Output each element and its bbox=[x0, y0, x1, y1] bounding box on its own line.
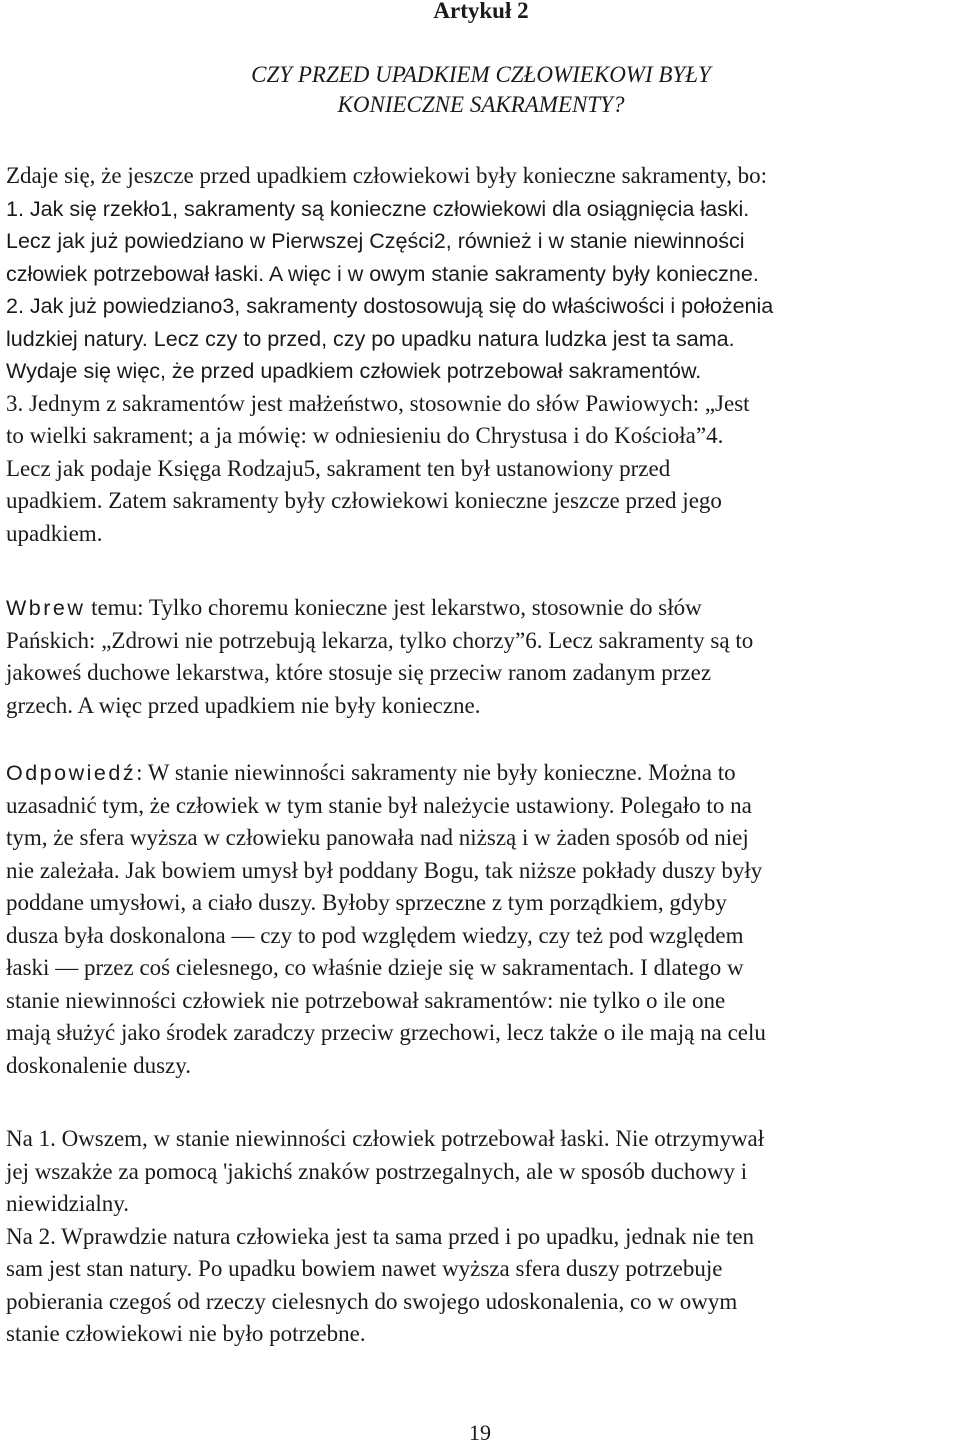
text-line: mają służyć jako środek zaradczy przeciw grzechowi, lecz także o ile mają na celu bbox=[6, 1020, 766, 1045]
text-line: Zdaje się, że jeszcze przed upadkiem człowiekowi były konieczne sakramenty, bo: bbox=[6, 163, 768, 188]
text-line: grzech. A więc przed upadkiem nie były konieczne. bbox=[6, 692, 481, 718]
text-line: pobierania czegoś od rzeczy cielesnych do swojego udoskonalenia, co w owym bbox=[6, 1288, 738, 1314]
text-line: 2. Jak już powiedziano3, sakramenty dostosowują się do właściwości i położenia bbox=[6, 294, 774, 318]
text-line: upadkiem. Zatem sakramenty były człowiekowi konieczne jeszcze przed jego bbox=[6, 488, 722, 513]
text-line: Lecz jak już powiedziano w Pierwszej Części2, również i w stanie niewinności bbox=[6, 229, 745, 253]
text-line: tym, że sfera wyższa w człowieku panowała nad niższą i w żaden sposób od niej bbox=[6, 825, 749, 850]
text-line bbox=[6, 592, 958, 625]
response-label: Odpowiedź bbox=[6, 761, 137, 785]
text-line: niewidzialny. bbox=[6, 1191, 130, 1216]
sed-contra-label: Wbrew bbox=[6, 596, 86, 620]
text-line bbox=[6, 323, 958, 356]
text-line: upadkiem. bbox=[6, 520, 103, 546]
replies-paragraph bbox=[6, 1123, 958, 1351]
text-line: Pańskich: „Zdrowi nie potrzebują lekarza, tylko chorzy”6. Lecz sakramenty są to bbox=[6, 627, 754, 653]
text-fragment: A więc i w owym stanie sakramenty były konieczne. bbox=[268, 261, 759, 286]
article-title-line: KONIECZNE SAKRAMENTY? bbox=[337, 92, 625, 117]
text-line: stanie niewinności człowiek nie potrzebował sakramentów: nie tylko o ile one bbox=[6, 987, 726, 1013]
text-line: 3. Jednym z sakramentów jest małżeństwo, stosownie do słów Pawiowych: „Jest bbox=[6, 390, 750, 416]
text-line: sam jest stan natury. Po upadku bowiem nawet wyższa sfera duszy potrzebuje bbox=[6, 1256, 723, 1281]
text-line: doskonalenie duszy. bbox=[6, 1052, 192, 1078]
text-line: poddane umysłowi, a ciało duszy. Byłoby sprzeczne z tym porządkiem, gdyby bbox=[6, 890, 727, 915]
article-title-line: CZY PRZED UPADKIEM CZŁOWIEKOWI BYŁY bbox=[251, 62, 711, 87]
article-title bbox=[6, 60, 956, 120]
sed-contra-paragraph bbox=[6, 592, 958, 722]
text-fragment: człowiek potrzebował łaski. bbox=[6, 261, 269, 286]
text-line: Wydaje się więc, że przed upadkiem człowiek potrzebował sakramentów. bbox=[6, 359, 702, 383]
response-paragraph bbox=[6, 757, 958, 1082]
text-line: to wielki sakrament; a ja mówię: w odniesieniu do Chrystusa i do Kościoła”4. bbox=[6, 423, 724, 448]
text-line bbox=[6, 258, 958, 291]
text-fragment: : W stanie niewinności sakramenty nie były konieczne. Można to bbox=[136, 760, 736, 785]
objections-paragraph bbox=[6, 160, 958, 550]
text-line: dusza była doskonalona — czy to pod względem wiedzy, czy też pod względem bbox=[6, 922, 744, 948]
text-line bbox=[6, 757, 958, 790]
text-line: Lecz jak podaje Księga Rodzaju5, sakrament ten był ustanowiony przed bbox=[6, 455, 671, 481]
text-line: 1. Jak się rzekło1, sakramenty są konieczne człowiekowi dla osiągnięcia łaski. bbox=[6, 196, 750, 221]
page-number: 19 bbox=[469, 1420, 491, 1445]
text-line: jej wszakże za pomocą 'jakichś znaków postrzegalnych, ale w sposób duchowy i bbox=[6, 1158, 748, 1184]
text-line: uzasadnić tym, że człowiek w tym stanie był należycie ustawiony. Polegało to na bbox=[6, 792, 752, 818]
text-fragment: temu: Tylko choremu konieczne jest lekarstwo, stosownie do słów bbox=[85, 595, 702, 620]
text-line: jakoweś duchowe lekarstwa, które stosuje się przeciw ranom zadanym przez bbox=[6, 660, 712, 685]
text-line: nie zależała. Jak bowiem umysł był poddany Bogu, tak niższe pokłady duszy były bbox=[6, 857, 763, 883]
text-fragment: Lecz czy to przed, czy po upadku natura ludzka jest ta sama. bbox=[153, 326, 735, 351]
text-line: łaski — przez coś cielesnego, co właśnie dzieje się w sakramentach. I dlatego w bbox=[6, 955, 744, 980]
article-heading: Artykuł 2 bbox=[433, 0, 529, 23]
text-line: Na 1. Owszem, w stanie niewinności człowiek potrzebował łaski. Nie otrzymywał bbox=[6, 1126, 765, 1151]
text-line: Na 2. Wprawdzie natura człowieka jest ta sama przed i po upadku, jednak nie ten bbox=[6, 1223, 755, 1249]
text-fragment: ludzkiej natury. bbox=[6, 326, 154, 351]
text-line: stanie człowiekowi nie było potrzebne. bbox=[6, 1321, 366, 1346]
